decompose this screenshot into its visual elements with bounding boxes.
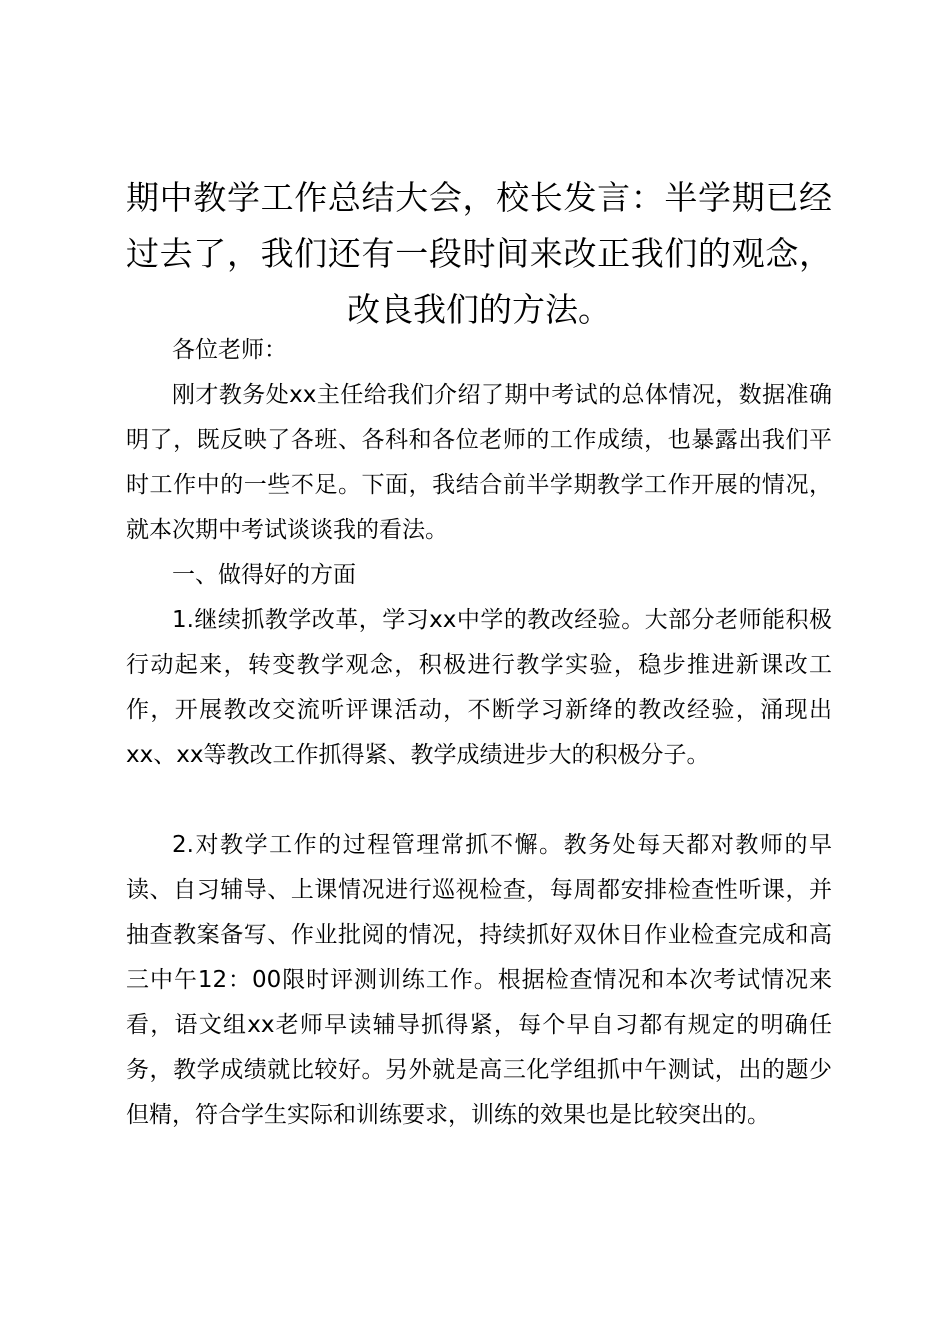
intro-paragraph: 刚才教务处xx主任给我们介绍了期中考试的总体情况，数据准确明了，既反映了各班、各科和各位老师的工作成绩，也暴露出我们平时工作中的一些不足。下面，我结合前半学期教学工作开展的情况，就本次期中考试谈谈我的看法。 <box>126 382 832 543</box>
list-item-1: 1.继续抓教学改革，学习xx中学的教改经验。大部分老师能积极行动起来，转变教学观念，积极进行教学实验，稳步推进新课改工作，开展教改交流听评课活动，不断学习新绛的教改经验，涌现出xx、xx等教改工作抓得紧、教学成绩进步大的积极分子。 <box>126 607 832 768</box>
document-title: 期中教学工作总结大会，校长发言：半学期已经过去了，我们还有一段时间来改正我们的观念，改良我们的方法。 <box>126 178 832 329</box>
section-heading: 一、做得好的方面 <box>172 562 356 588</box>
salutation: 各位老师： <box>172 337 287 363</box>
list-item-2: 2.对教学工作的过程管理常抓不懈。教务处每天都对教师的早读、自习辅导、上课情况进行巡视检查，每周都安排检查性听课，并抽查教案备写、作业批阅的情况，持续抓好双休日作业检查完成和高三中午12：00限时评测训练工作。根据检查情况和本次考试情况来看，语文组xx老师早读辅导抓得紧，每个早自习都有规定的明确任务，教学成绩就比较好。另外就是高三化学组抓中午测试，出的题少但精，符合学生实际和训练要求，训练的效果也是比较突出的。 <box>126 832 832 1128</box>
